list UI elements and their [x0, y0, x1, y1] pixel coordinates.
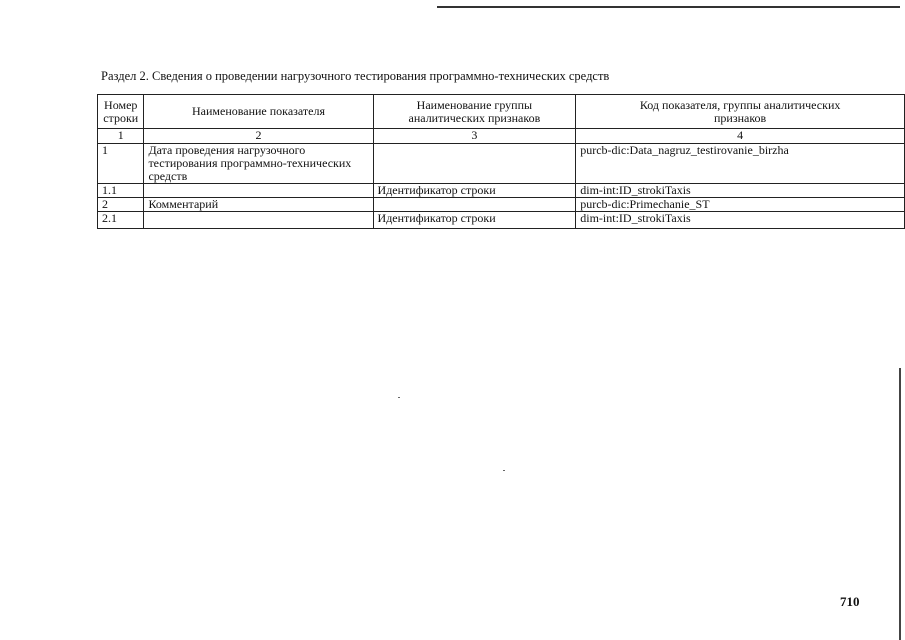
- cell: 2.1: [98, 212, 144, 229]
- top-rule: [437, 6, 900, 8]
- table-row: [98, 144, 905, 184]
- scan-speck: [398, 397, 400, 398]
- cell: 1: [98, 144, 144, 184]
- cell: Дата проведения нагрузочного тестирования программно-технических средств: [144, 144, 373, 184]
- column-number-row: [98, 129, 905, 144]
- cell: [144, 212, 373, 229]
- column-number: 3: [373, 129, 576, 144]
- right-edge-rule: [899, 368, 901, 640]
- table-row: [98, 212, 905, 229]
- cell: 2: [98, 198, 144, 212]
- cell: purcb-dic:Primechanie_ST: [576, 198, 905, 212]
- header-cell: Наименование группы аналитических признаков: [373, 95, 576, 129]
- cell: Комментарий: [144, 198, 373, 212]
- section-title: Раздел 2. Сведения о проведении нагрузочного тестирования программно-технических средств: [101, 69, 610, 83]
- cell: Идентификатор строки: [373, 212, 576, 229]
- page-number: 710: [840, 594, 860, 609]
- table-row: [98, 198, 905, 212]
- cell: dim-int:ID_strokiTaxis: [576, 184, 905, 198]
- column-number: 1: [98, 129, 144, 144]
- table-row: [98, 184, 905, 198]
- column-number: 4: [576, 129, 905, 144]
- cell: [373, 198, 576, 212]
- cell: 1.1: [98, 184, 144, 198]
- header-cell: Номер строки: [98, 95, 144, 129]
- scan-speck: [503, 470, 505, 471]
- cell: purcb-dic:Data_nagruz_testirovanie_birzha: [576, 144, 905, 184]
- indicator-table: [97, 94, 905, 229]
- header-cell: Код показателя, группы аналитических признаков: [576, 95, 905, 129]
- cell: [144, 184, 373, 198]
- column-number: 2: [144, 129, 373, 144]
- cell: dim-int:ID_strokiTaxis: [576, 212, 905, 229]
- cell: Идентификатор строки: [373, 184, 576, 198]
- table-header-row: [98, 95, 905, 129]
- cell: [373, 144, 576, 184]
- header-cell: Наименование показателя: [144, 95, 373, 129]
